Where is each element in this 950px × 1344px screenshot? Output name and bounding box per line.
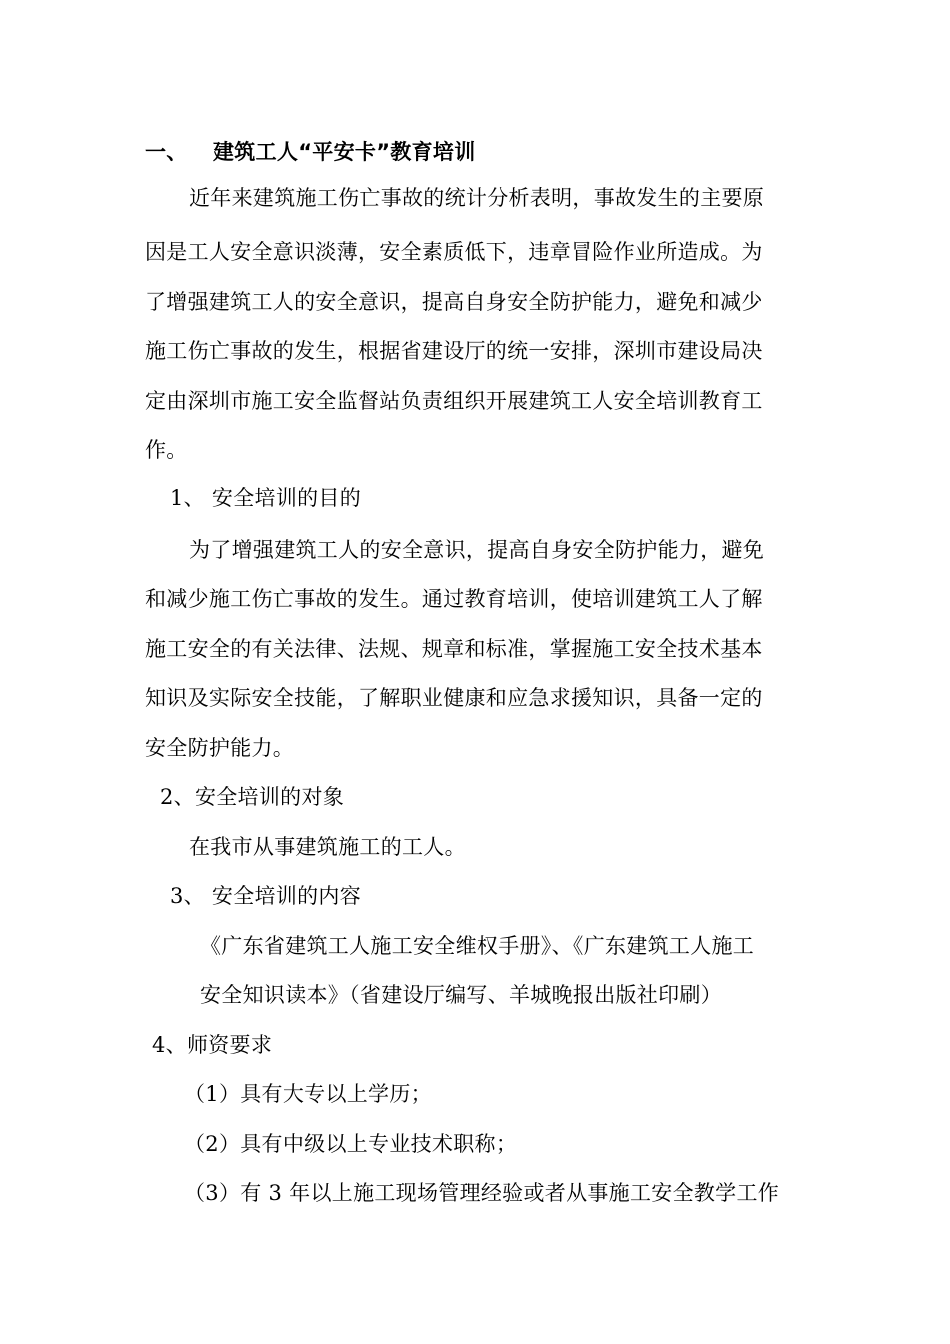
intro-line-1: 近年来建筑施工伤亡事故的统计分析表明，事故发生的主要原 xyxy=(189,186,765,210)
section-number: 一、 xyxy=(145,140,188,164)
sub4-line-2: （2）具有中级以上专业技术职称； xyxy=(184,1132,518,1156)
sub3-line-2: 安全知识读本》（省建设厅编写、羊城晚报出版社印刷） xyxy=(200,983,722,1007)
section-title: 建筑工人“平安卡”教育培训 xyxy=(213,140,476,164)
sub1-line-1: 为了增强建筑工人的安全意识，提高自身安全防护能力，避免 xyxy=(189,538,765,562)
sub1-line-4: 知识及实际安全技能，了解职业健康和应急求援知识，具备一定的 xyxy=(145,686,763,710)
sub4-title: 4、师资要求 xyxy=(152,1033,273,1057)
sub4-line-3: （3）有 3 年以上施工现场管理经验或者从事施工安全教学工作 xyxy=(184,1181,780,1205)
section-heading xyxy=(145,138,825,166)
intro-line-4: 施工伤亡事故的发生，根据省建设厅的统一安排，深圳市建设局决 xyxy=(145,339,763,363)
sub1-line-5: 安全防护能力。 xyxy=(145,736,295,760)
sub3-title: 3、 安全培训的内容 xyxy=(170,884,362,908)
intro-line-3: 了增强建筑工人的安全意识，提高自身安全防护能力，避免和减少 xyxy=(145,290,763,314)
sub3-line-1: 《广东省建筑工人施工安全维权手册》、《广东建筑工人施工 xyxy=(200,934,755,958)
sub1-line-2: 和减少施工伤亡事故的发生。通过教育培训，使培训建筑工人了解 xyxy=(145,587,763,611)
intro-line-5: 定由深圳市施工安全监督站负责组织开展建筑工人安全培训教育工 xyxy=(145,389,763,413)
sub2-line-1: 在我市从事建筑施工的工人。 xyxy=(189,835,466,859)
sub1-title: 1、 安全培训的目的 xyxy=(170,486,362,510)
sub4-line-1: （1）具有大专以上学历； xyxy=(184,1082,432,1106)
intro-line-2: 因是工人安全意识淡薄，安全素质低下，违章冒险作业所造成。为 xyxy=(145,240,763,264)
sub2-title: 2、安全培训的对象 xyxy=(160,785,345,809)
intro-line-6: 作。 xyxy=(145,438,188,462)
sub1-line-3: 施工安全的有关法律、法规、规章和标准，掌握施工安全技术基本 xyxy=(145,637,763,661)
